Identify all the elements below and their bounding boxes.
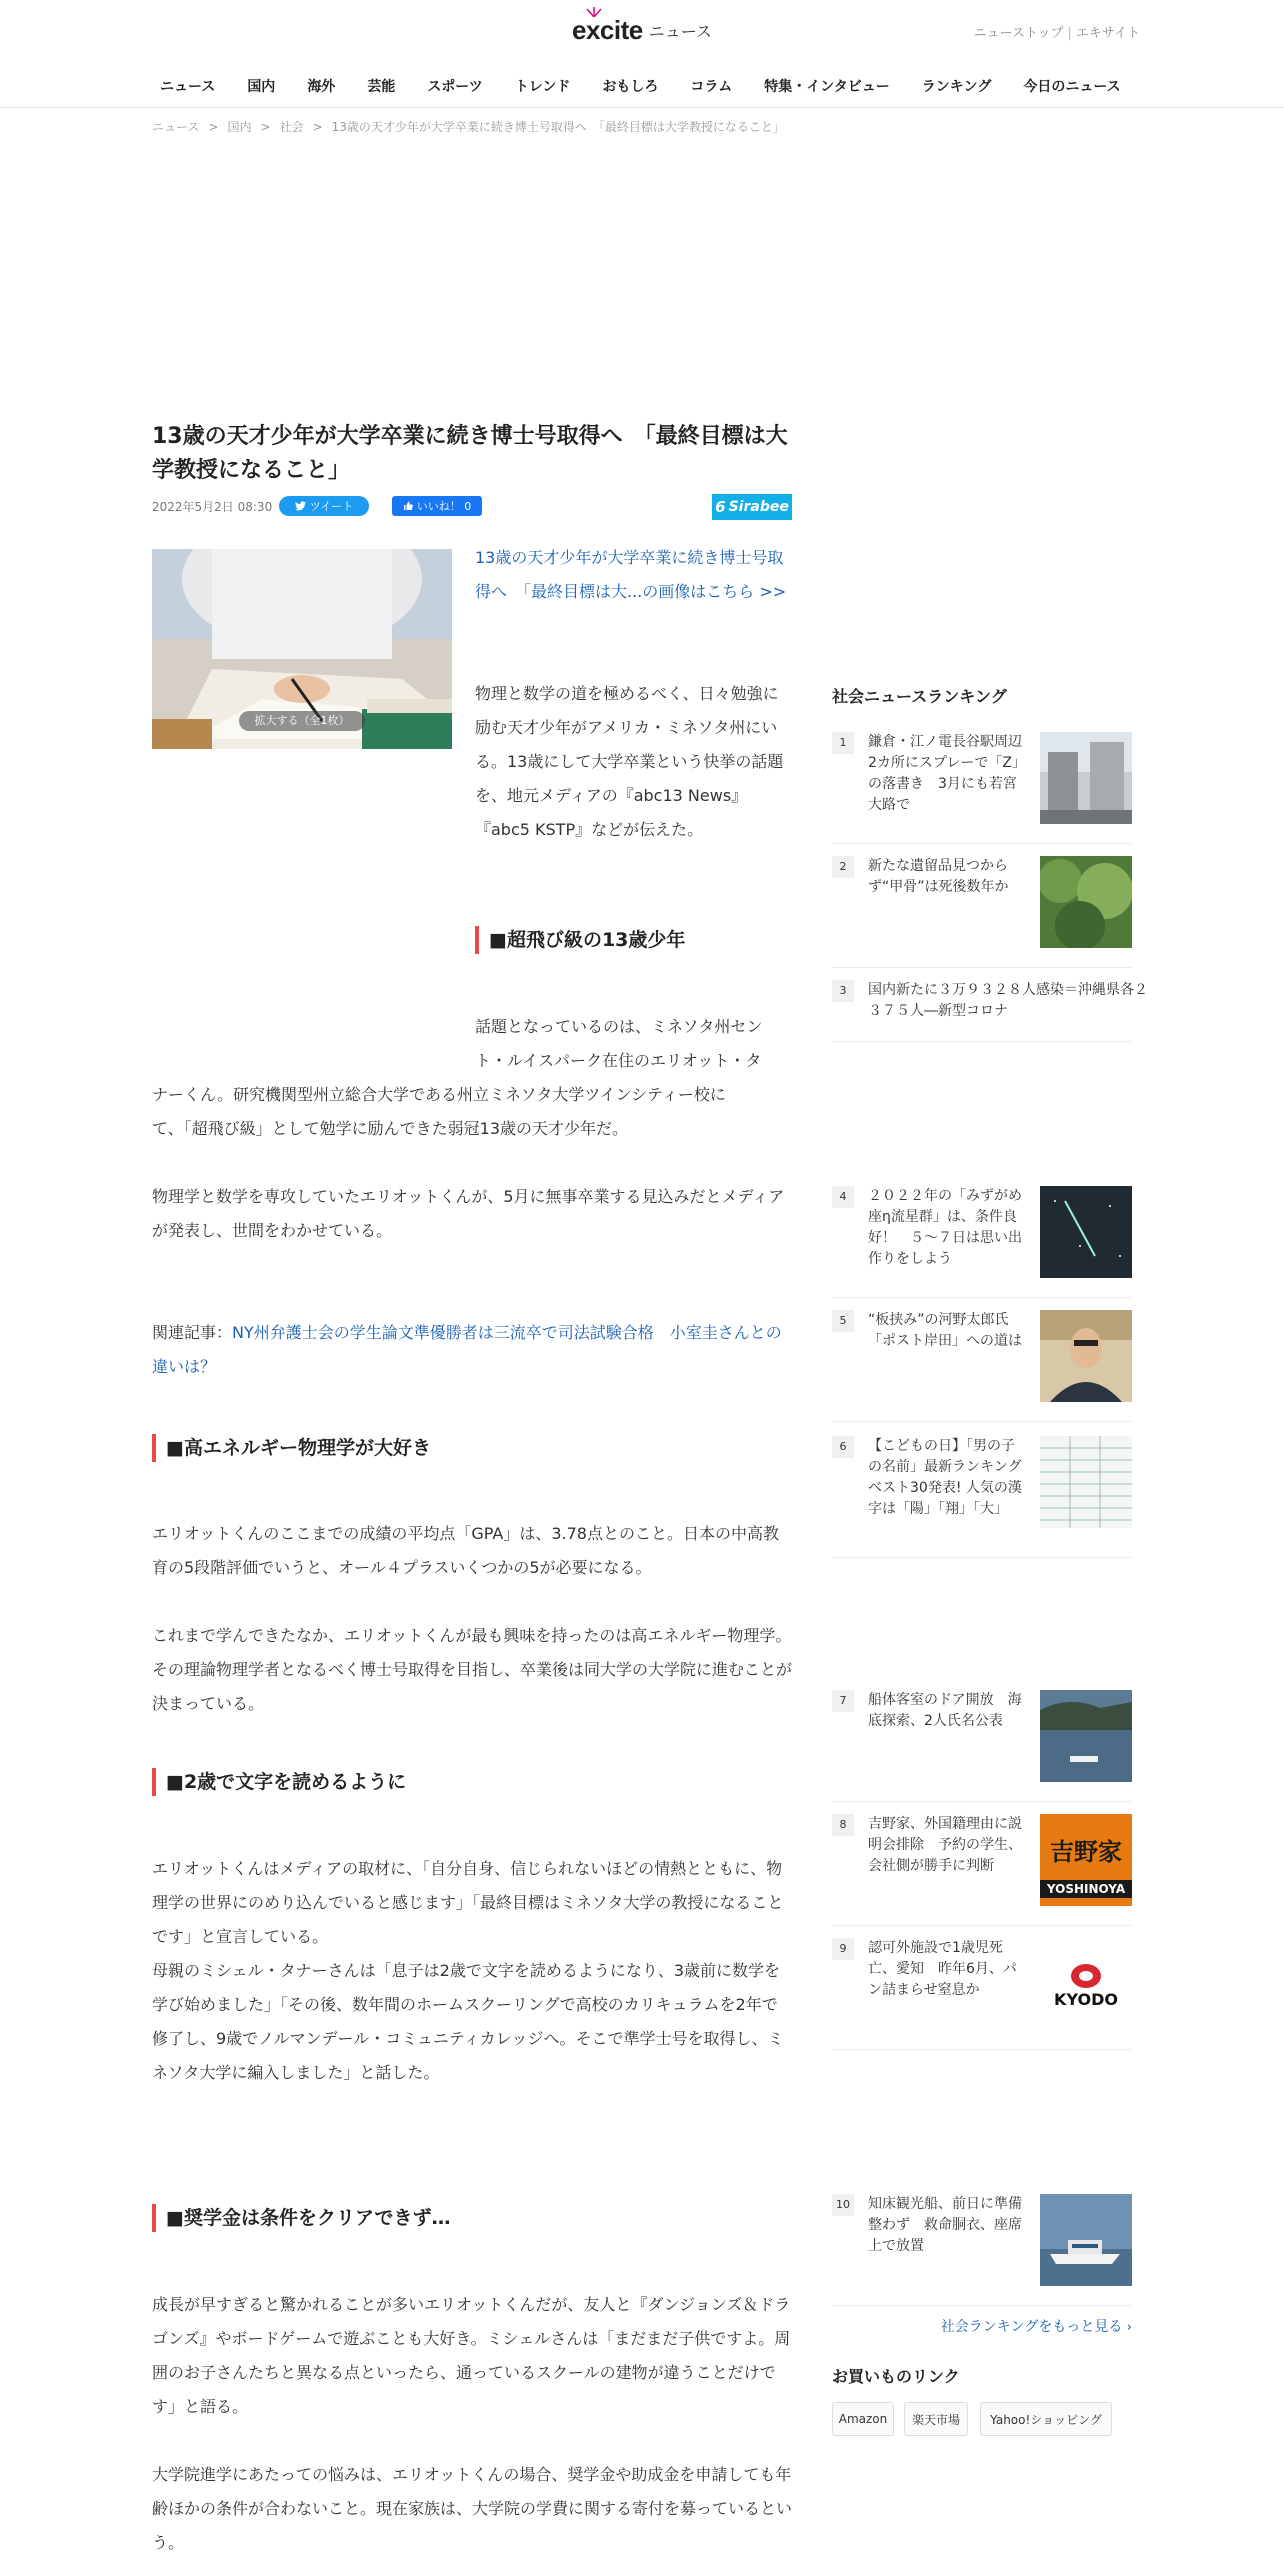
rank-thumbnail[interactable]: [1040, 1938, 1132, 2030]
para-4: これまで学んできたなか、エリオットくんが最も興味を持ったのは高エネルギー物理学。その理論物理学者となるべく博士号取得を目指し、卒業後は同大学の大学院に進むことが決まっている。: [152, 1626, 793, 1713]
excite-link[interactable]: エキサイト: [1075, 26, 1140, 41]
section-heading-2: ■高エネルギー物理学が大好き: [152, 1434, 431, 1462]
nav-item-news[interactable]: ニュース: [160, 79, 216, 95]
rank-title[interactable]: 認可外施設で1歳児死亡、愛知 昨年6月、パン詰まらせ窒息か: [868, 1940, 1017, 1998]
sea-boat-photo: [1040, 1690, 1132, 1782]
logo-spark-icon: [585, 5, 603, 17]
para-5: エリオットくんはメディアの取材に、「自分自身、信じられないほどの情熱とともに、物理学の世界にのめり込んでいると感じます」「最終目標はミネソタ大学の教授になることです」と宣言している。: [152, 1859, 784, 1946]
like-label: いいね！ 0: [416, 500, 472, 513]
nav-item-ranking[interactable]: ランキング: [921, 79, 992, 95]
top-links: ニューストップ | エキサイト: [973, 26, 1140, 41]
rank-number: 6: [832, 1436, 854, 1458]
street-photo: [1040, 732, 1132, 824]
article-lead: 物理と数学の道を極めるべく、日々勉強に励む天才少年がアメリカ・ミネソタ州にいる。13歳にして大学卒業という快挙の話題を、地元メディアの『abc13 News』『abc5 KSTP』などが伝えた。: [475, 684, 784, 839]
article-title: 13歳の天才少年が大学卒業に続き博士号取得へ 「最終目標は大学教授になること」: [152, 424, 788, 483]
more-ranking-label: 社会ランキングをもっと見る: [940, 2319, 1123, 2335]
tweet-button[interactable]: [279, 496, 369, 516]
rank-thumbnail[interactable]: [1040, 732, 1132, 824]
para-8: 大学院進学にあたっての悩みは、エリオットくんの場合、奨学金や助成金を申請しても年齢ほかの条件が合わないこと。現在家族は、大学院の学費に関する寄付を募っているという。: [152, 2465, 793, 2552]
rank-thumbnail[interactable]: [1040, 856, 1132, 948]
rank-title[interactable]: 知床観光船、前日に準備整わず 救命胴衣、座席上で放置: [868, 2196, 1022, 2254]
photo-expand-caption[interactable]: 拡大する（全1枚）: [239, 711, 365, 731]
ranking-item[interactable]: [832, 856, 1132, 968]
meteor-photo: [1040, 1186, 1132, 1278]
rank-thumbnail[interactable]: [1040, 1310, 1132, 1402]
para-2: 物理学と数学を専攻していたエリオットくんが、5月に無事卒業する見込みだとメディアが発表し、世間をわかせている。: [152, 1187, 785, 1240]
forest-photo: [1040, 856, 1132, 948]
nav-item-column[interactable]: コラム: [690, 79, 733, 95]
rank-number: 4: [832, 1186, 854, 1208]
kyodo-logo-text: KYODO: [1054, 1990, 1118, 2009]
news-top-link[interactable]: ニューストップ: [973, 26, 1064, 41]
logo-subtitle: ニュース: [648, 22, 712, 41]
rank-title[interactable]: 国内新たに３万９３２８人感染＝沖縄県各２３７５人―新型コロナ: [868, 982, 1148, 1019]
thumbs-up-icon: [403, 501, 413, 511]
ranking-item[interactable]: [832, 980, 1148, 1042]
more-ranking-link[interactable]: [941, 2316, 1132, 2336]
nav-item-trend[interactable]: トレンド: [514, 79, 571, 95]
rank-thumbnail[interactable]: [1040, 1690, 1132, 1782]
image-link-text[interactable]: 13歳の天才少年が大学卒業に続き博士号取得へ 「最終目標は大...の画像はこちら >>: [475, 548, 787, 601]
para-1-rest-a: ナーくん。研究機関型州立総合大学である州立ミネソタ大学ツインシティー校に: [152, 1085, 726, 1104]
section-heading-4: ■奨学金は条件をクリアできず…: [152, 2204, 451, 2232]
rank-thumbnail[interactable]: [1040, 1436, 1132, 1528]
nav-item-overseas[interactable]: 海外: [307, 79, 336, 95]
nav-item-sports[interactable]: スポーツ: [427, 79, 483, 95]
source-name: Sirabee: [728, 499, 789, 515]
related-article: [152, 1316, 792, 1384]
shop-rakuten-button[interactable]: 楽天市場: [904, 2402, 968, 2436]
nav-item-funny[interactable]: おもしろ: [602, 79, 659, 95]
rank-thumbnail[interactable]: [1040, 1186, 1132, 1278]
yoshinoya-sign-text: 吉野家: [1050, 1837, 1122, 1866]
rank-title[interactable]: ２０２２年の「みずがめ座η流星群」は、条件良好！ ５～７日は思い出作りをしよう: [868, 1188, 1022, 1267]
rank-number: 10: [832, 2194, 854, 2216]
para-6: 母親のミシェル・タナーさんは「息子は2歳で文字を読めるようになり、3歳前に数学を学び始めました」「その後、数年間のホームスクーリングで高校のカリキュラムを2年で修了し、9歳でノルマンデール・コミュニティカレッジへ。そこで準学士号を取得し、ミネソタ大学に編入しました」と話した。: [152, 1961, 784, 2082]
like-button[interactable]: [392, 496, 482, 516]
rank-number: 2: [832, 856, 854, 878]
breadcrumb-news[interactable]: ニュース: [152, 120, 200, 134]
image-link[interactable]: [475, 541, 792, 609]
nav-item-feature[interactable]: 特集・インタビュー: [764, 79, 890, 95]
twitter-bird-icon: [295, 501, 306, 511]
ranking-item[interactable]: [832, 1690, 1132, 1802]
nav-item-entertainment[interactable]: 芸能: [367, 79, 396, 95]
nav-item-domestic[interactable]: 国内: [247, 79, 276, 95]
rank-title[interactable]: 船体客室のドア開放 海底探索、2人氏名公表: [868, 1692, 1022, 1729]
article: [152, 420, 793, 2552]
tweet-label: ツイート: [309, 500, 354, 513]
ranking-item[interactable]: [832, 732, 1132, 844]
para-1-rest-b: て、「超飛び級」として勉学に励んできた弱冠13歳の天才少年だ。: [152, 1119, 629, 1138]
breadcrumb: ニュース > 国内 > 社会 > 13歳の天才少年が大学卒業に続き博士号取得へ 「最終目標は大学教授になること」: [152, 120, 785, 134]
rank-number: 8: [832, 1814, 854, 1836]
logo-text: excite: [572, 15, 643, 46]
rank-title[interactable]: 鎌倉・江ノ電長谷駅周辺2カ所にスプレーで「Z」の落書き 3月にも若宮大路で: [868, 734, 1026, 813]
politician-photo: [1040, 1310, 1132, 1402]
ranking-item[interactable]: [832, 1938, 1132, 2050]
ranking-item[interactable]: [832, 1186, 1132, 1298]
article-date: 2022年5月2日 08:30: [152, 500, 273, 514]
ranking-item[interactable]: [832, 1310, 1132, 1422]
para-7: 成長が早すぎると驚かれることが多いエリオットくんだが、友人と『ダンジョンズ＆ドラゴンズ』やボードゲームで遊ぶことも大好き。ミシェルさんは「まだまだ子供ですよ。周囲のお子さんたちと異なる点といったら、通っているスクールの建物が違うことだけです」と語る。: [152, 2295, 791, 2416]
ranking-table-image: [1040, 1436, 1132, 1528]
rank-title[interactable]: “板挟み”の河野太郎氏「ポスト岸田」への道は: [868, 1312, 1022, 1349]
nav-item-today[interactable]: 今日のニュース: [1023, 79, 1121, 95]
article-photo[interactable]: [152, 549, 452, 749]
tour-boat-photo: [1040, 2194, 1132, 2286]
rank-number: 5: [832, 1310, 854, 1332]
chevron-right-icon: ›: [1126, 2320, 1132, 2335]
rank-thumbnail[interactable]: [1040, 2194, 1132, 2286]
sirabee-logo[interactable]: 6 Sirabee: [712, 494, 792, 520]
related-article-link[interactable]: NY州弁護士会の学生論文準優勝者は三流卒で司法試験合格 小室圭さんとの違いは？: [152, 1323, 782, 1376]
yoshinoya-sign-sub: YOSHINOYA: [1040, 1880, 1132, 1898]
related-prefix: 関連記事：: [152, 1323, 233, 1342]
rank-thumbnail[interactable]: [1040, 1814, 1132, 1906]
breadcrumb-domestic[interactable]: 国内: [227, 120, 252, 134]
rank-number: 9: [832, 1938, 854, 1960]
rank-title[interactable]: 【こどもの日】「男の子の名前」最新ランキングベスト30発表! 人気の漢字は「陽」「翔」「大」: [868, 1438, 1022, 1517]
rank-number: 3: [832, 980, 854, 1002]
rank-number: 7: [832, 1690, 854, 1712]
excite-news-logo[interactable]: [572, 10, 712, 46]
ranking-title: 社会ニュースランキング: [832, 687, 1007, 706]
para-1-right-b: ト・ルイスパーク在住のエリオット・タ: [475, 1051, 762, 1070]
ranking-item[interactable]: [832, 2194, 1132, 2306]
breadcrumb-current: 13歳の天才少年が大学卒業に続き博士号取得へ 「最終目標は大学教授になること」: [331, 120, 785, 134]
ranking-item[interactable]: [832, 1436, 1132, 1558]
main-nav: [0, 66, 1284, 108]
rank-title[interactable]: 新たな遺留品見つからず“甲骨”は死後数年か: [868, 858, 1009, 895]
shopping-links-title: お買いものリンク: [832, 2367, 960, 2386]
breadcrumb-society[interactable]: 社会: [279, 120, 304, 134]
para-1-right-a: 話題となっているのは、ミネソタ州セン: [475, 1017, 763, 1036]
section-heading-3: ■2歳で文字を読めるように: [152, 1768, 406, 1796]
para-3: エリオットくんのここまでの成績の平均点「GPA」は、3.78点とのこと。日本の中高教育の5段階評価でいうと、オール４プラスいくつかの5が必要になる。: [152, 1524, 779, 1577]
site-header: [0, 0, 1284, 60]
section-heading-1: ■超飛び級の13歳少年: [475, 926, 685, 954]
shop-amazon-button[interactable]: Amazon: [832, 2402, 894, 2436]
shop-yahoo-button[interactable]: Yahoo!ショッピング: [980, 2402, 1112, 2436]
rank-number: 1: [832, 732, 854, 754]
ranking-item[interactable]: [832, 1814, 1132, 1926]
rank-title[interactable]: 吉野家、外国籍理由に説明会排除 予約の学生、会社側が勝手に判断: [868, 1816, 1022, 1874]
article-meta: [152, 494, 792, 524]
